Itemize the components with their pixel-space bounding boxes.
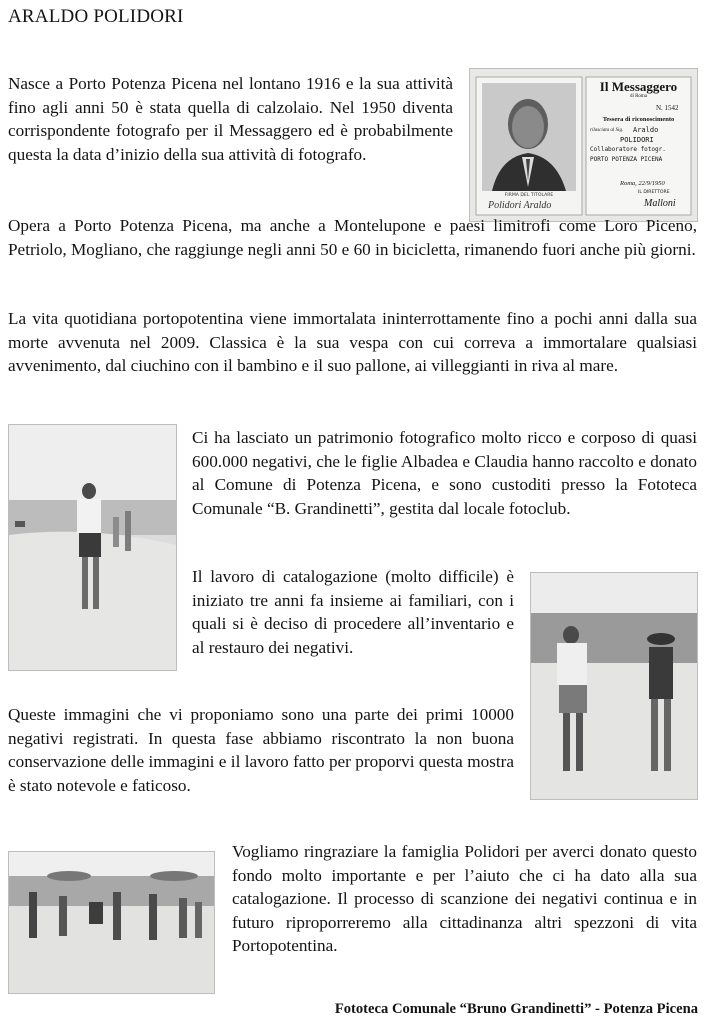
paragraph-exhibition: Queste immagini che vi proponiamo sono una parte dei primi 10000 negativi registrati. In questa fase abbiamo riscontrato la non buona conservazione delle immagini e il lavoro fatto per proporvi questa mostra è stato notevole e faticoso. bbox=[8, 705, 514, 795]
beach-couple-photo bbox=[530, 572, 698, 800]
director-signature: Malloni bbox=[644, 198, 676, 209]
beach-man-illustration bbox=[9, 425, 176, 670]
beach-group-illustration bbox=[9, 852, 214, 993]
holder-first-name: Araldo bbox=[633, 126, 659, 134]
paragraph-travels: Opera a Porto Potenza Picena, ma anche a Montelupone e paesi limitrofi come Loro Piceno, Petriolo, Mogliano, che raggiunge negli anni 50 e 60 in bicicletta, rimanendo fuori anche più giorni. bbox=[8, 216, 697, 259]
holder-signature: Polidori Araldo bbox=[488, 200, 552, 211]
paragraph-biography: Nasce a Porto Potenza Picena nel lontano 1916 e la sua attività fino agli anni 50 è stata quella di calzolaio. Nel 1950 diventa corrispondente fotografo per il Messaggero ed è probabilmente questa la data d’inizio della sua attività di fotografo. bbox=[8, 74, 453, 164]
paragraph-cataloguing: Il lavoro di catalogazione (molto difficile) è iniziato tre anni fa insieme ai familiari, con i quali si è deciso di procedere all’inventario e al restauro dei negativi. bbox=[192, 567, 514, 657]
press-card-photo bbox=[469, 68, 698, 222]
issued-to-label: rilasciata al Sig. bbox=[590, 128, 624, 133]
signature-label: FIRMA DEL TITOLARE bbox=[504, 193, 554, 198]
issue-date: Roma, 22/9/1950 bbox=[620, 180, 665, 187]
beach-couple-illustration bbox=[531, 573, 697, 799]
beach-man-photo bbox=[8, 424, 177, 671]
director-label: IL DIRETTORE bbox=[638, 190, 670, 195]
holder-role: Collaboratore fotogr. bbox=[590, 146, 666, 153]
newspaper-city: di Roma bbox=[629, 94, 648, 99]
card-number: N. 1542 bbox=[656, 104, 679, 112]
card-type: Tessera di riconoscimento bbox=[602, 116, 675, 123]
paragraph-acknowledgements: Vogliamo ringraziare la famiglia Polidori per averci donato questo fondo molto importante e per l’aiuto che ci ha dato alla sua catalogazione. Il processo di scanzione dei negativi continua e in futuro riproporreremo alla cittadinanza altri spezzoni di vita Portopotentina. bbox=[232, 842, 697, 956]
newspaper-header: Il Messaggero bbox=[599, 79, 678, 94]
paragraph-daily-life: La vita quotidiana portopotentina viene immortalata ininterrottamente fino a pochi anni dalla sua morte avvenuta nel 2009. Classica è la sua vespa con cui correva a immortalare qualsiasi avvenimento, dal ciuchino con il bambino e il suo pallone, ai villeggianti in riva al mare. bbox=[8, 309, 697, 376]
beach-group-photo bbox=[8, 851, 215, 994]
paragraph-archive: Ci ha lasciato un patrimonio fotografico molto ricco e corposo di quasi 600.000 negativi, che le figlie Albadea e Claudia hanno raccolto e donato al Comune di Potenza Picena, e sono custoditi presso la Fototeca Comunale “B. Grandinetti”, gestita dal locale fotoclub. bbox=[192, 428, 697, 518]
footer-credit: Fototeca Comunale “Bruno Grandinetti” - Potenza Picena bbox=[334, 1001, 698, 1017]
page-title: ARALDO POLIDORI bbox=[8, 6, 184, 27]
holder-last-name: POLIDORI bbox=[620, 136, 654, 144]
holder-place: PORTO POTENZA PICENA bbox=[590, 156, 663, 163]
